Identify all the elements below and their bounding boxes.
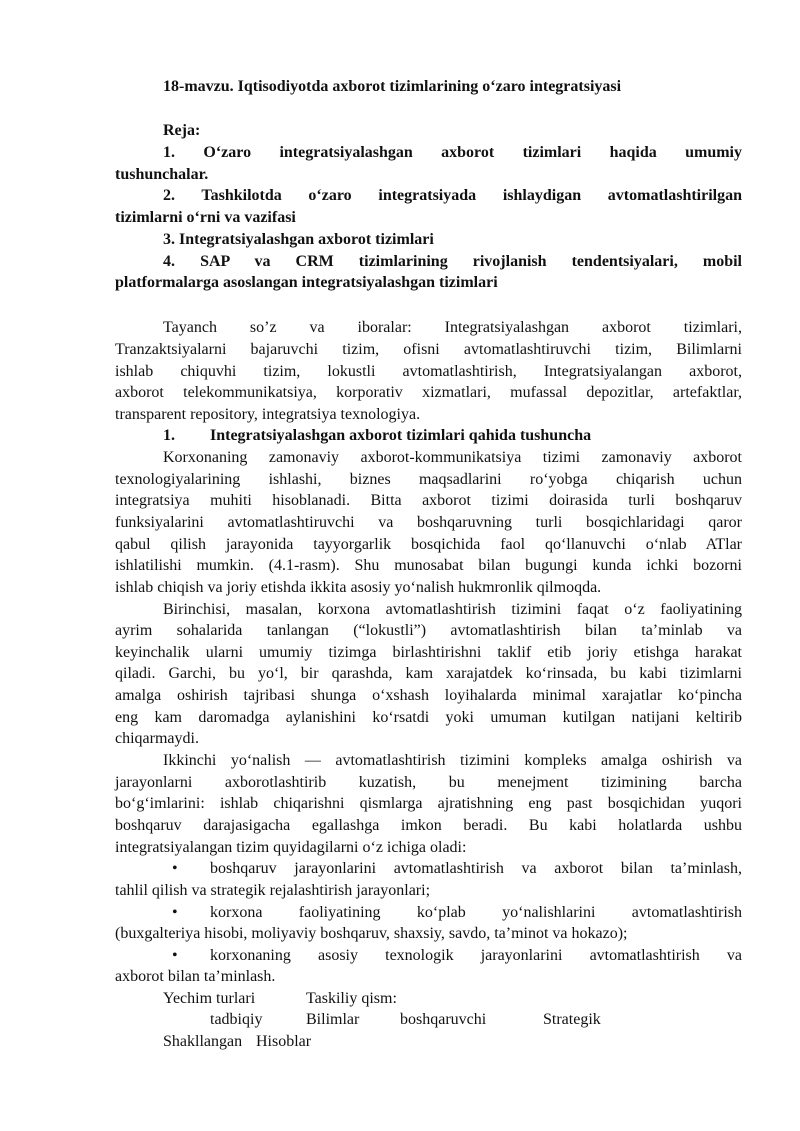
paragraph-line: eng kam daromadga aylanishini ko‘rsatdi yoki umuman kutilgan natijani keltirib — [115, 709, 742, 726]
bullet-item-1-cont: tahlil qilish va strategik rejalashtirish jarayonlari; — [115, 882, 431, 899]
diagram-label: Bilimlar — [306, 1011, 360, 1028]
plan-item-1-cont: tushunchalar. — [115, 166, 209, 183]
diagram-label: Hisoblar — [256, 1033, 312, 1050]
keywords-line: ishlab chiquvhi tizim, lokustli avtomatlashtirish, Integratsiyalangan axborot, — [115, 363, 742, 380]
paragraph-line: Ikkinchi yo‘nalish — avtomatlashtirish tizimini kompleks amalga oshirish va — [163, 752, 742, 769]
paragraph-line: chiqarmaydi. — [115, 730, 199, 747]
section-heading: Integratsiyalashgan axborot tizimlari qahida tushuncha — [210, 427, 592, 444]
paragraph-line: jarayonlarni axborotlashtirib kuzatish, bu menejment tizimining barcha — [115, 774, 742, 791]
plan-item-2-cont: tizimlarni o‘rni va vazifasi — [115, 209, 296, 226]
keywords-line: Tayanch so’z va iboralar: Integratsiyalashgan axborot tizimlari, — [163, 319, 742, 336]
diagram-label: Shakllangan — [163, 1033, 243, 1050]
bullet-item-3-cont: axborot bilan ta’minlash. — [115, 968, 276, 985]
paragraph-line: ishlab chiqish va joriy etishda ikkita asosiy yo‘nalish hukmronlik qilmoqda. — [115, 579, 602, 596]
plan-item-4-cont: platformalarga asoslangan integratsiyalashgan tizimlari — [115, 274, 498, 291]
plan-item-3: 3. Integratsiyalashgan axborot tizimlari — [163, 231, 434, 248]
diagram-label: Taskiliy qism: — [306, 990, 397, 1007]
keywords-line: axborot telekommunikatsiya, korporativ xizmatlari, mufassal depozitlar, artefaktlar, — [115, 384, 742, 401]
paragraph-line: boshqaruv darajasigacha egallashga imkon beradi. Bu kabi holatlarda ushbu — [115, 817, 742, 834]
paragraph-line: bo‘g‘imlarini: ishlab chiqarishni qismlarga ajratishning eng past bosqichidan yuqori — [115, 795, 742, 812]
paragraph-line: amalga oshirish tajribasi shunga o‘xshash loyihalarda minimal xarajatlar ko‘pincha — [115, 687, 742, 704]
bullet-item-2: korxona faoliyatining ko‘plab yo‘nalishlarini avtomatlashtirish — [210, 904, 742, 921]
paragraph-line: Birinchisi, masalan, korxona avtomatlashtirish tizimini faqat o‘z faoliyatining — [163, 601, 742, 618]
paragraph-line: funksiyalarini avtomatlashtiruvchi va boshqaruvning turli bosqichlaridagi qaror — [115, 514, 742, 531]
paragraph-line: ishlatilishi mumkin. (4.1-rasm). Shu munosabat bilan bugungi kunda ichki bozorni — [115, 557, 742, 574]
keywords-line: transparent repository, integratsiya texnologiya. — [115, 406, 421, 423]
bullet-item-2-cont: (buxgalteriya hisobi, moliyaviy boshqaruv, shaxsiy, savdo, ta’minot va hokazo); — [115, 925, 628, 942]
plan-item-2: 2. Tashkilotda o‘zaro integratsiyada ishlaydigan avtomatlashtirilgan — [163, 187, 742, 204]
bullet-marker: • — [172, 947, 178, 964]
diagram-label: boshqaruvchi — [400, 1011, 487, 1028]
paragraph-line: texnologiyalarining ishlashi, biznes maqsadlarini ro‘yobga chiqarish uchun — [115, 471, 742, 488]
diagram-label: Strategik — [543, 1011, 601, 1028]
section-number: 1. — [163, 427, 175, 444]
bullet-marker: • — [172, 860, 178, 877]
diagram-label: Yechim turlari — [163, 990, 256, 1007]
paragraph-line: qiladi. Garchi, bu yo‘l, bir qarashda, kam xarajatdek ko‘rinsada, bu kabi tizimlarni — [115, 665, 742, 682]
diagram-label: tadbiqiy — [210, 1011, 263, 1028]
bullet-item-3: korxonaning asosiy texnologik jarayonlarini avtomatlashtirish va — [210, 947, 742, 964]
plan-heading: Reja: — [163, 122, 201, 139]
paragraph-line: integratsiya muhiti hisoblanadi. Bitta axborot tizimi doirasida turli boshqaruv — [115, 492, 742, 509]
document-title: 18-mavzu. Iqtisodiyotda axborot tizimlarining o‘zaro integratsiyasi — [163, 78, 622, 95]
plan-item-1: 1. O‘zaro integratsiyalashgan axborot tizimlari haqida umumiy — [163, 144, 742, 161]
paragraph-line: keyinchalik ularni umumiy tizimga birlashtirishni taklif etib joriy etishga harakat — [115, 644, 742, 661]
plan-item-4: 4. SAP va CRM tizimlarining rivojlanish tendentsiyalari, mobil — [163, 253, 742, 270]
paragraph-line: integratsiyalangan tizim quyidagilarni o‘z ichiga oladi: — [115, 839, 467, 856]
bullet-item-1: boshqaruv jarayonlarini avtomatlashtirish va axborot bilan ta’minlash, — [210, 860, 742, 877]
paragraph-line: Korxonaning zamonaviy axborot-kommunikatsiya tizimi zamonaviy axborot — [163, 449, 742, 466]
keywords-line: Tranzaktsiyalarni bajaruvchi tizim, ofisni avtomatlashtiruvchi tizim, Bilimlarni — [115, 341, 742, 358]
bullet-marker: • — [172, 904, 178, 921]
paragraph-line: ayrim sohalarida tanlangan (“lokustli”) avtomatlashtirish bilan ta’minlab va — [115, 622, 742, 639]
paragraph-line: qabul qilish jarayonida tayyorgarlik bosqichida faol qo‘llanuvchi o‘nlab ATlar — [115, 536, 742, 553]
